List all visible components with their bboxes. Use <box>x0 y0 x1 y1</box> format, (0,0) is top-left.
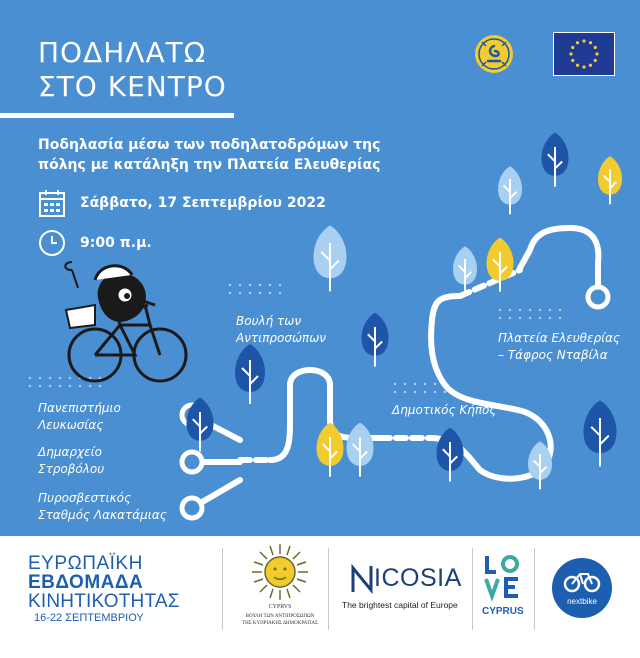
parliament-word: CYPRVS <box>268 604 292 610</box>
title-line-2: ΣΤΟ ΚΕΝΤΡΟ <box>38 70 227 103</box>
start3-line-2: Σταθμός Λακατάμιας <box>38 508 167 522</box>
start1-line-2: Λευκωσίας <box>38 418 104 432</box>
tree-icon <box>362 313 389 367</box>
event-time: 9:00 π.μ. <box>80 235 152 251</box>
waypoint1-line-2: Αντιπροσώπων <box>236 331 327 345</box>
parliament-logo <box>240 536 320 640</box>
destination-marker <box>588 287 608 307</box>
nicosia-tagline: The brightest capital of Europe <box>342 600 458 610</box>
subtitle-line-2: πόλης με κατάληξη την Πλατεία Ελευθερίας <box>38 157 381 173</box>
destination-label <box>498 330 620 364</box>
parliament-caption-2: ΤΗΣ ΚΥΠΡΙΑΚΗΣ ΔΗΜΟΚΡΑΤΙΑΣ <box>242 621 318 626</box>
tree-icon <box>314 225 347 291</box>
love-cyprus-logo <box>474 536 530 640</box>
tree-icon <box>542 133 569 187</box>
parliament-caption-1: ΒΟΥΛΗ ΤΩΝ ΑΝΤΙΠΡΟΣΩΠΩΝ <box>245 614 315 619</box>
title-line-1: ΠΟΔΗΛΑΤΩ <box>38 36 207 69</box>
start2-line-1: Δημαρχείο <box>38 445 102 459</box>
start-marker-strovolos <box>182 452 202 472</box>
destination-line-2: – Τάφρος Νταβίλα <box>498 348 608 362</box>
emw-line-2: ΕΒΔΟΜΑΔΑ <box>28 572 144 593</box>
european-mobility-week-logo <box>28 554 180 658</box>
tree-icon <box>317 423 344 477</box>
love-icon <box>482 552 522 602</box>
sun-face-icon <box>250 542 310 602</box>
nicosia-n-icon <box>350 564 374 594</box>
start-strovolos-label <box>38 444 104 478</box>
start-marker-lakatamia <box>182 498 202 518</box>
tree-icon <box>498 166 522 214</box>
event-date: Σάββατο, 17 Σεπτεμβρίου 2022 <box>80 195 326 211</box>
start3-line-1: Πυροσβεστικός <box>38 491 132 505</box>
start1-line-1: Πανεπιστήμιο <box>38 401 121 415</box>
tree-icon <box>598 156 622 204</box>
sponsor-footer <box>0 536 640 640</box>
nextbike-logo <box>550 556 614 620</box>
nextbike-text: nextbike <box>567 597 597 606</box>
footer-divider <box>472 548 473 630</box>
subtitle-line-1: Ποδηλασία μέσω των ποδηλατοδρόμων της <box>38 137 381 153</box>
emw-dates: 16-22 ΣΕΠΤΕΜΒΡΙΟΥ <box>34 612 144 624</box>
nicosia-name: ICOSIA <box>374 564 462 592</box>
emw-line-3: ΚΙΝΗΤΙΚΟΤΗΤΑΣ <box>28 591 180 612</box>
waypoint1-line-1: Βουλή των <box>236 314 302 328</box>
tree-icon <box>347 423 374 477</box>
tree-icon <box>437 428 464 482</box>
nicosia-logo <box>330 536 470 640</box>
waypoint-parliament-label <box>236 313 326 347</box>
cyclist-illustration <box>65 262 186 381</box>
footer-divider <box>222 548 223 630</box>
waypoint2-text: Δημοτικός Κήπος <box>392 403 497 417</box>
footer-divider <box>534 548 535 630</box>
footer-divider <box>328 548 329 630</box>
tree-icon <box>584 400 617 466</box>
love-cyprus-text: CYPRUS <box>482 606 524 617</box>
start2-line-2: Στροβόλου <box>38 462 105 476</box>
tree-icon <box>235 344 265 404</box>
waypoint-municipal-garden-label <box>392 402 496 419</box>
start-university-label <box>38 400 121 434</box>
start-lakatamia-label <box>38 490 167 524</box>
destination-line-1: Πλατεία Ελευθερίας <box>498 331 621 345</box>
emw-line-1: ΕΥΡΩΠΑΪΚΗ <box>28 553 143 574</box>
